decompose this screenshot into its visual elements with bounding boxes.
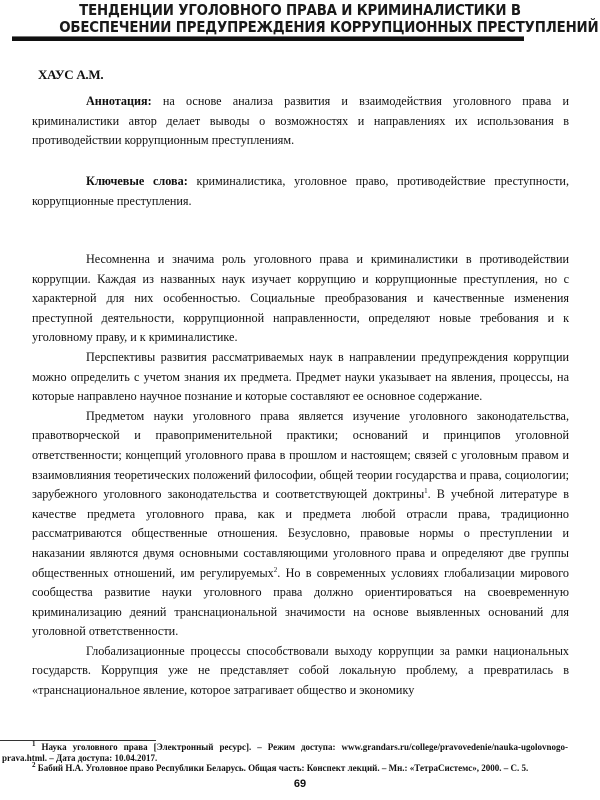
body-paragraph-4: Глобализационные процессы способствовали выходу коррупции за рамки национальных государств. Коррупция уже не представляет собой локальную проблему, а превратилась в «транснациональное явление, которое затрагивает общество и экономику [32,643,569,698]
footnotes [2,742,568,774]
keywords-label: Ключевые слова: [86,174,188,188]
body-paragraph-3 [32,407,569,642]
footnote-1 [2,742,568,763]
author-name: ХАУС А.М. [38,67,104,82]
footnote-divider [0,740,156,741]
article-body [32,250,569,701]
footnote-ref-2[interactable]: 2 [273,565,278,574]
footnote-2-number: 2 [32,761,36,769]
footnote-2-text: Бабий Н.А. Уголовное право Республики Беларусь. Общая часть: Конспект лекций. – Мн.: «ТетраСистемс», 2000. – С. 5. [37,763,529,773]
annotation-block [32,92,569,151]
body-paragraph-3-part-a: Предметом науки уголовного права является изучение уголовного законодательства, правотворческой и правоприменительной практики; оснований и принципов уголовной ответственности; концепций уголовного права в прошлом и настоящем; связей с уголовным правом и взаимовлияния теоретических положений философии, общей теории государства и права, социологии; зарубежного уголовного законодательства и соответствующей доктрины [32,408,569,502]
footnote-ref-1[interactable]: 1 [424,487,428,496]
keywords-text: криминалистика, уголовное право, противодействие преступности, коррупционные преступления. [32,174,569,208]
title-underline-divider [12,37,524,41]
footnote-2 [2,763,568,774]
keywords-block [32,172,569,211]
body-paragraph-1: Несомненна и значима роль уголовного права и криминалистики в противодействии коррупции. Каждая из названных наук изучает коррупцию и коррупционные преступления, но с характерной для них особенностью. Социальные преобразования и качественные изменения преступной деятельности, коррупционной направленности, определяют новые требования и к уголовному праву, и к криминалистике. [32,252,569,345]
footnote-1-text: Наука уголовного права [Электронный ресурс]. – Режим доступа: www.grandars.ru/college/pravovedenie/nauka-ugolovnogo-prava.html. – Дата доступа: 10.04.2017. [2,742,568,763]
body-paragraph-2: Перспективы развития рассматриваемых наук в направлении предупреждения коррупции можно определить с учетом знания их предмета. Предмет науки указывает на явления, процессы, на которые направлено научное познание и которые составляют ее основное содержание. [32,349,569,404]
footnote-1-number: 1 [32,740,36,748]
article-title-line-2: ОБЕСПЕЧЕНИИ ПРЕДУПРЕЖДЕНИЯ КОРРУПЦИОННЫХ ПРЕСТУПЛЕНИЙ [59,18,599,36]
body-paragraph-3-part-b: . В учебной литературе в качестве предмета уголовного права, как и предмета любой отрасли права, традиционно рассматриваются общественные отношения. Безусловно, правовые нормы о преступлении и наказании являются двумя основными составляющими уголовного права и определяют две группы общественных отношений, им регулируемых [32,487,569,580]
body-paragraph-3-part-c: . Но в современных условиях глобализации мирового сообщества развитие науки уголовного права должно ориентироваться на своевременную криминализацию деяний транснациональной значимости на основе выявленных оснований для уголовной ответственности. [32,565,569,639]
page-number: 69 [293,778,307,790]
annotation-label: Аннотация: [86,94,152,108]
annotation-text: на основе анализа развития и взаимодействия уголовного права и криминалистики автор делает выводы о возможностях и направлениях их использования в противодействии коррупционным преступлениям. [32,94,569,148]
article-title [59,1,599,36]
article-title-line-1: ТЕНДЕНЦИИ УГОЛОВНОГО ПРАВА И КРИМИНАЛИСТИКИ В [79,1,521,19]
